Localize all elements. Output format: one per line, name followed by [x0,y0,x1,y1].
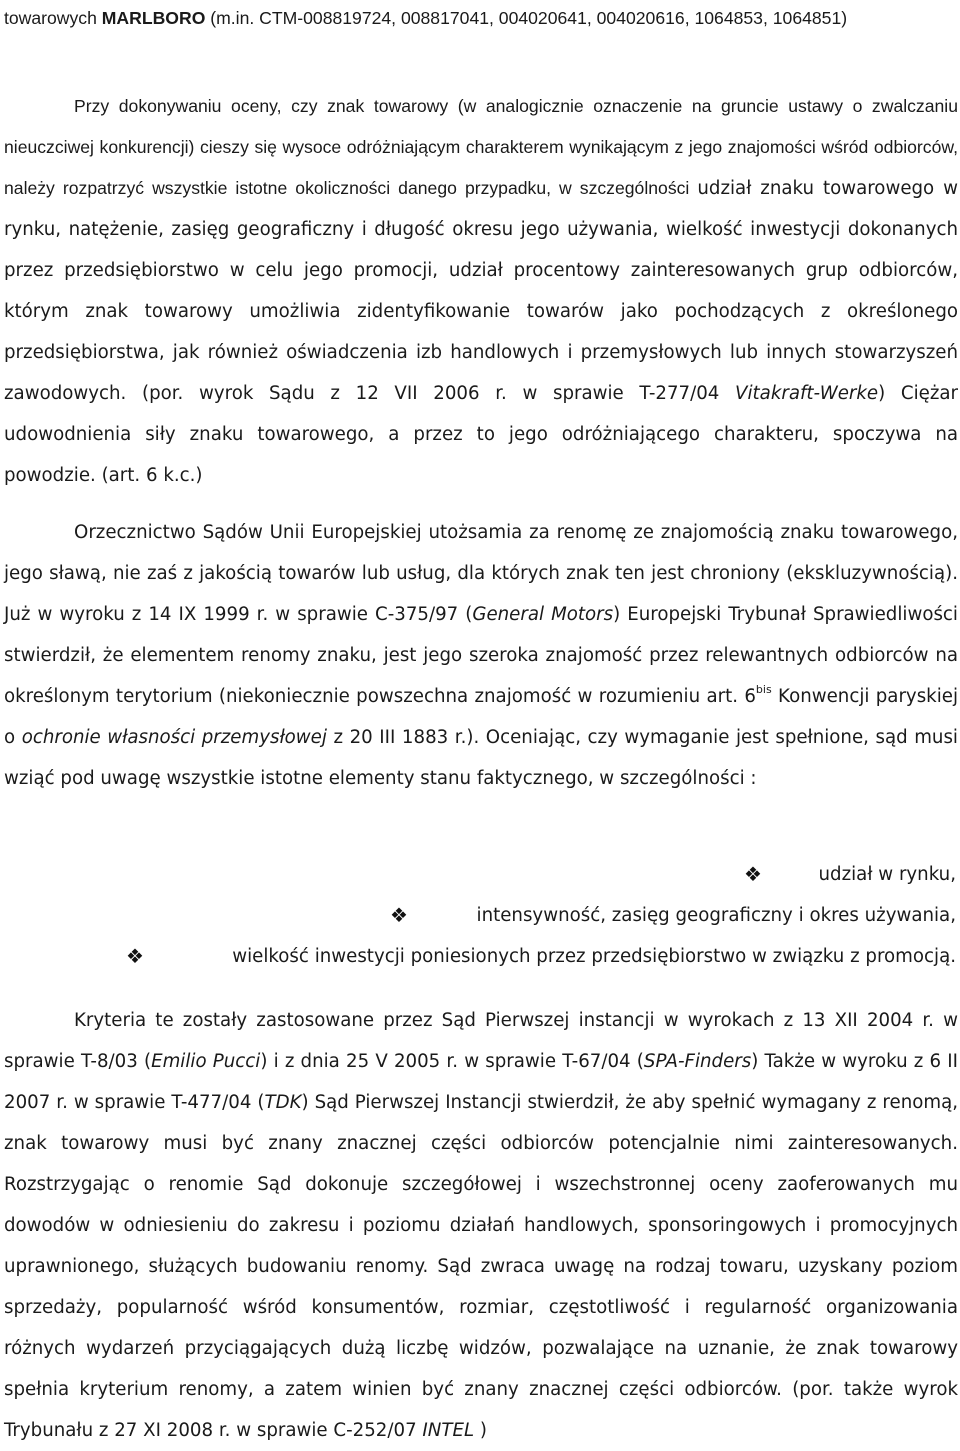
list-item [124,936,956,977]
paragraph-text: ) Także w wyroku z 6 II 2007 r. w sprawie T-477/04 ( [4,1051,959,1113]
convention-title: ochronie własności przemysłowej [21,727,327,748]
case-name: TDK [264,1092,302,1113]
paragraph-text: ) Ciężar udowodnienia siły znaku towarowego, a przez to jego odróżniającego charakteru, spoczywa na powodzie. (art. 6 k.c.) [4,383,958,486]
paragraph-distinctiveness-assessment [4,86,958,496]
paragraph-text: Przy dokonywaniu oceny, czy znak towarowy (w analogicznie oznaczenie na gruncie ustawy o zwalczaniu nieuczciwej konkurencji) cieszy się wysoce odróżniającym charakterem wynikającym z jego znajomości wśród odbiorców, należy rozpatrzyć wszystkie istotne okoliczności danego przypadku, w szczególności [4,96,958,198]
list-item [388,895,956,936]
case-name: SPA-Finders [643,1051,752,1072]
paragraph-text: Konwencji paryskiej o [4,686,959,748]
paragraph-text: Orzecznictwo Sądów Unii Europejskiej utożsamia za renomę ze znajomością znaku towarowego, jego sławą, nie zaś z jakością towarów lub usług, dla których znak ten jest chroniony (ekskluzywnością). Już w wyroku z 14 IX 1999 r. w sprawie C-375/97 ( [4,522,958,625]
list-item-text: udział w rynku, [818,864,956,885]
case-name: General Motors [472,604,614,625]
paragraph-eu-case-law [4,512,958,799]
paragraph-text: udział znaku towarowego w rynku, natężenie, zasięg geograficzny i długość okresu jego używania, wielkość inwestycji dokonanych przez przedsiębiorstwo w celu jego promocji, udział procentowy zainteresowanych grup odbiorców, którym znak towarowy umożliwia zidentyfikowanie towarów jako pochodzących z określonego przedsiębiorstwa, jak również oświadczenia izb handlowych i przemysłowych lub innych stowarzyszeń zawodowych. (por. wyrok Sądu z 12 VII 2006 r. w sprawie T-277/04 [4,178,958,404]
brand-name: MARLBORO [101,8,206,28]
case-name: INTEL [422,1420,475,1441]
list-item [742,854,956,895]
list-item-text: wielkość inwestycji poniesionych przez przedsiębiorstwo w związku z promocją. [232,946,956,967]
paragraph-criteria-applied [4,1000,958,1451]
list-item-text: intensywność, zasięg geograficzny i okres używania, [476,905,956,926]
paragraph-text: ) Europejski Trybunał Sprawiedliwości stwierdził, że elementem renomy znaku, jest jego szeroka znajomość przez relewantnych odbiorców na określonym terytorium (niekoniecznie powszechna znajomość w rozumieniu art. 6 [4,604,958,707]
paragraph-text: z 20 III 1883 r.). Oceniając, czy wymaganie jest spełnione, sąd musi wziąć pod uwagę wszystkie istotne elementy stanu faktycznego, w szczególności : [4,727,958,789]
diamond-bullet-icon: ❖ [390,903,408,927]
paragraph-text: Kryteria te zostały zastosowane przez Sąd Pierwszej instancji w wyrokach z 13 XII 2004 r. w sprawie T-8/03 ( [4,1010,958,1072]
diamond-bullet-icon: ❖ [126,944,144,968]
paragraph-text: towarowych [4,8,102,28]
superscript: bis [755,683,772,696]
case-name: Vitakraft-Werke [735,383,879,404]
paragraph-text: ) Sąd Pierwszej Instancji stwierdził, że aby spełnić wymagany z renomą, znak towarowy musi być znany znacznej części odbiorców potencjalnie nimi zainteresowanych. Rozstrzygając o renomie Sąd dokonuje szczegółowej i wszechstronnej oceny zaoferowanych mu dowodów w odniesieniu do zakresu i poziomu działań handlowych, sponsoringowych i promocyjnych uprawnionego, służących budowaniu renomy. Sąd zwraca uwagę na rodzaj towaru, uzyskany poziom sprzedaży, popularność wśród konsumentów, rozmiar, częstotliwość i regularność organizowania różnych wydarzeń przyciągających dużą liczbę widzów, pozwalające na uznanie, że znak towarowy spełnia kryterium renomy, a zatem winien być znany znacznej części odbiorców. (por. także wyrok Trybunału z 27 XI 2008 r. w sprawie C-252/07 [4,1092,958,1441]
diamond-bullet-icon: ❖ [744,862,762,886]
case-name: Emilio Pucci [151,1051,261,1072]
bullet-list [0,850,960,980]
paragraph-marlboro-trademarks [4,0,958,39]
paragraph-text: ) i z dnia 25 V 2005 r. w sprawie T-67/04 ( [260,1051,644,1072]
paragraph-text: (m.in. CTM-008819724, 008817041, 004020641, 004020616, 1064853, 1064851) [205,8,848,28]
paragraph-text: ) [474,1420,488,1441]
